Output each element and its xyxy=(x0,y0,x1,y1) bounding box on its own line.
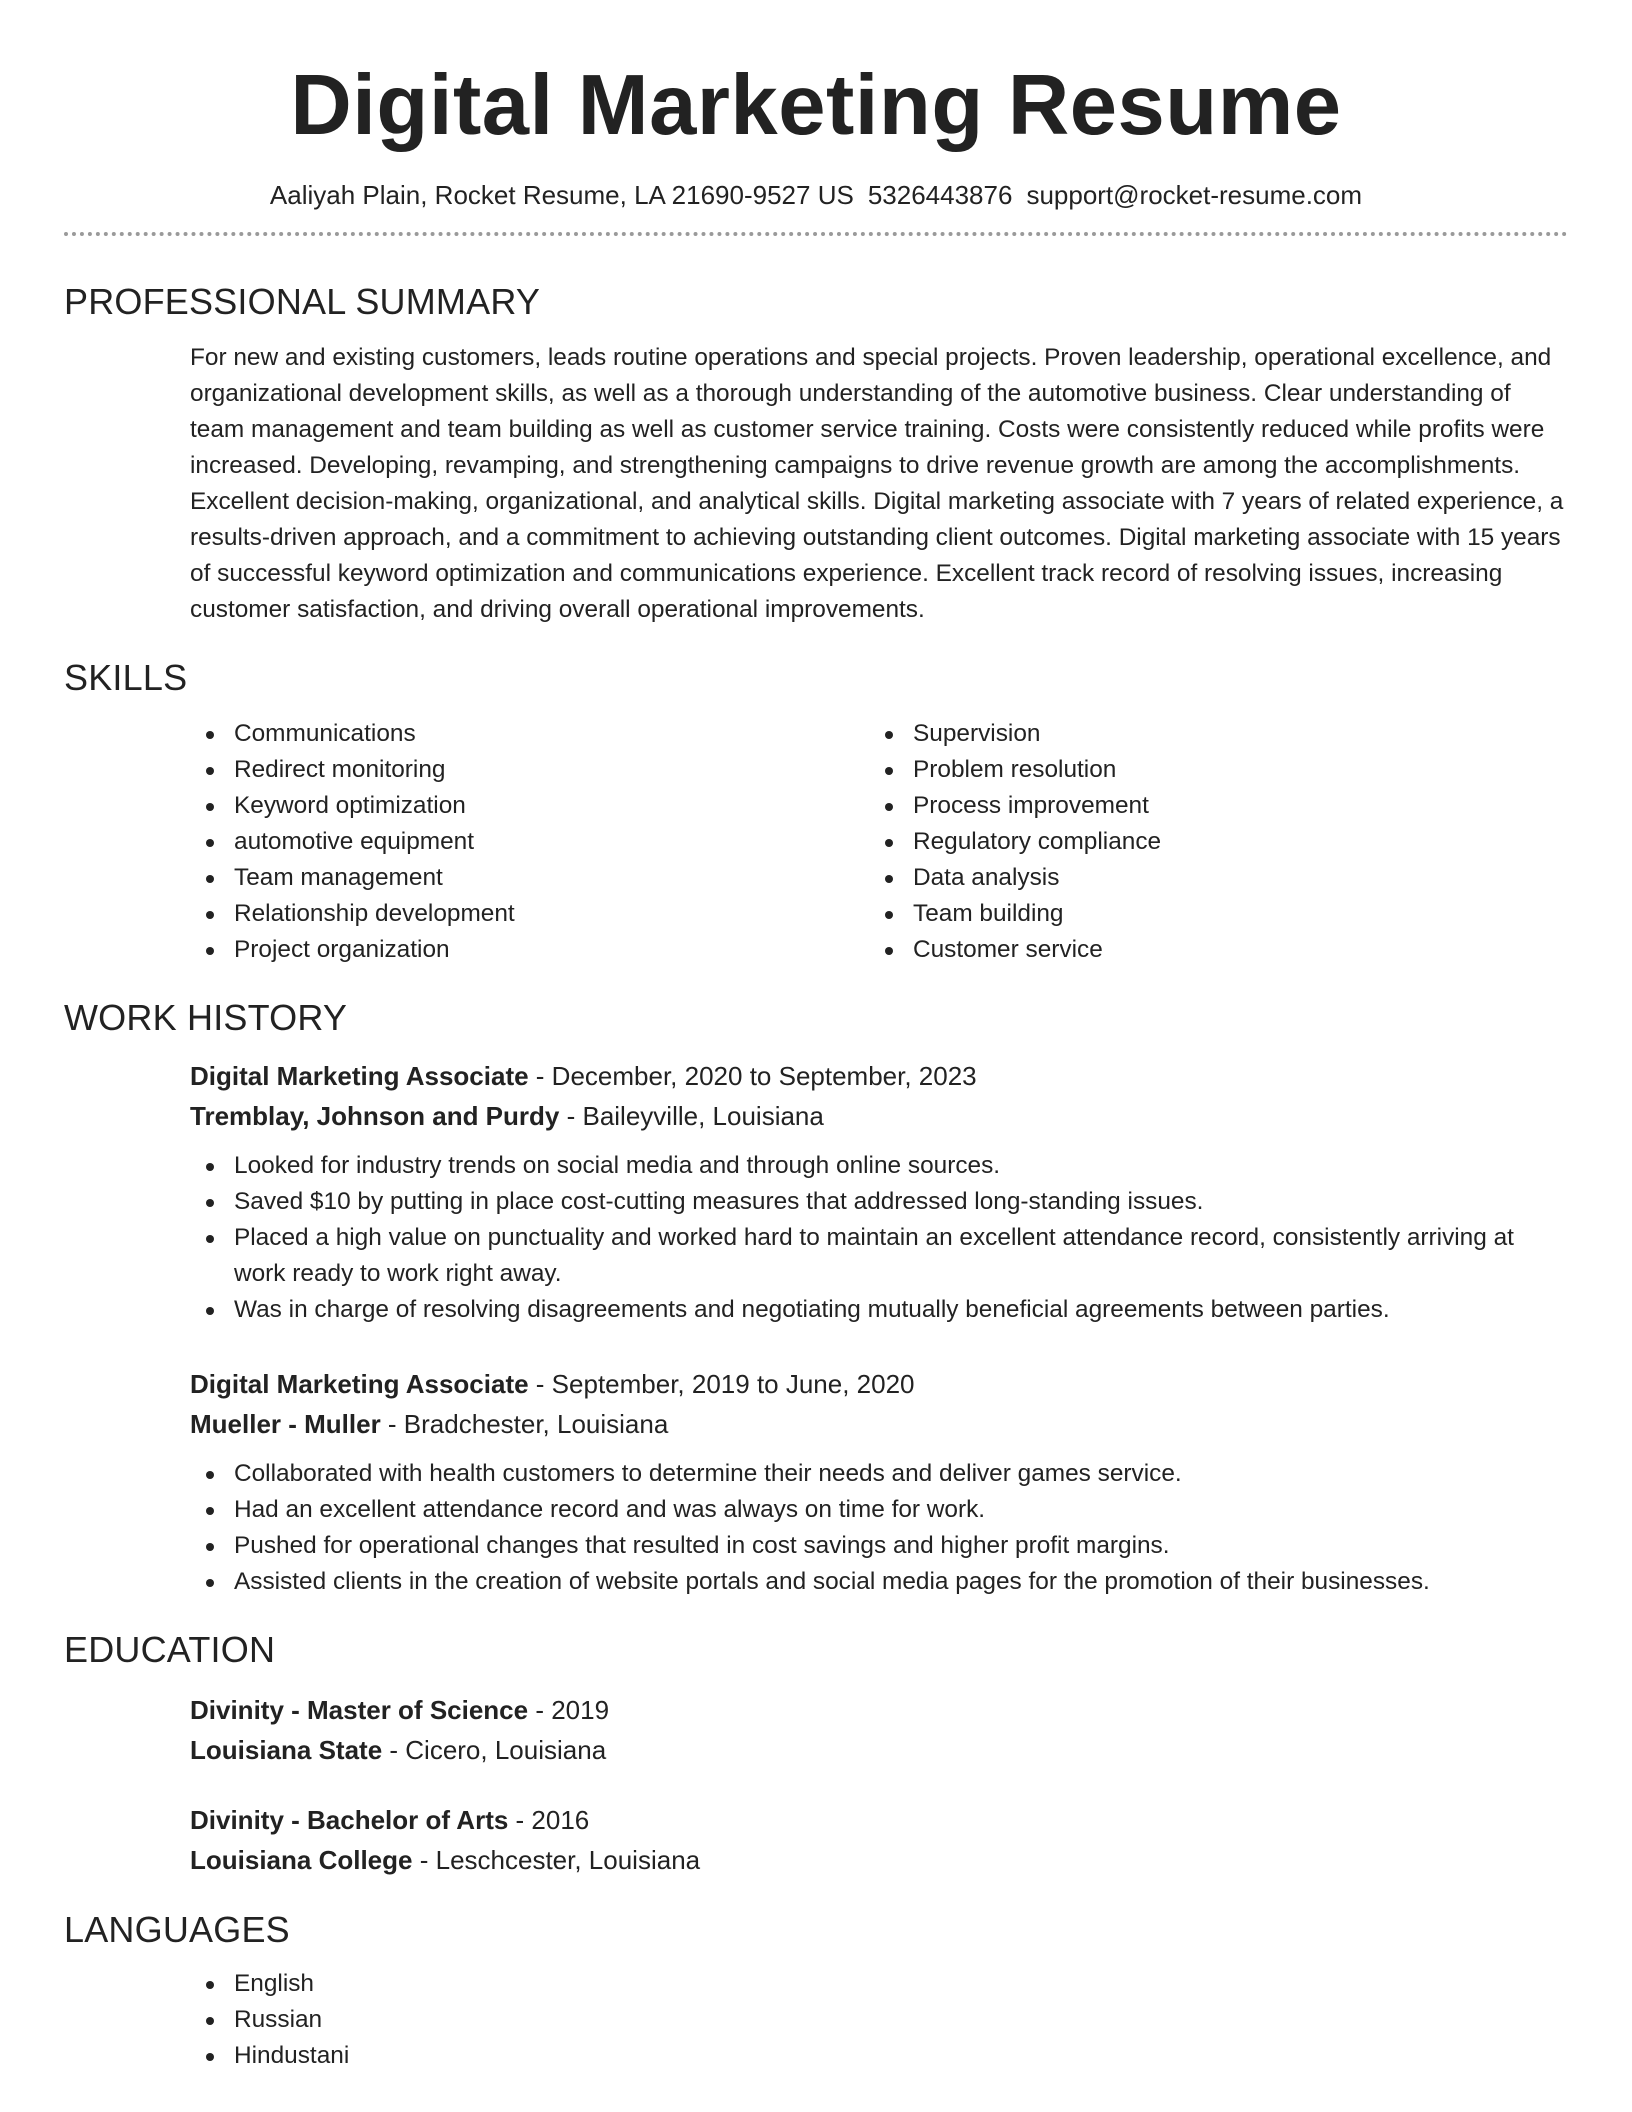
skill-item: Team management xyxy=(190,860,869,896)
skill-item: automotive equipment xyxy=(190,824,869,860)
contact-email: support@rocket-resume.com xyxy=(1026,180,1363,210)
school-name: Louisiana State xyxy=(190,1735,383,1765)
skill-item: Regulatory compliance xyxy=(869,824,1548,860)
job-bullet: Assisted clients in the creation of website portals and social media pages for the promotion of their businesses. xyxy=(190,1564,1568,1600)
language-item: English xyxy=(190,1966,1568,2002)
skills-grid xyxy=(190,716,1568,968)
skill-item: Redirect monitoring xyxy=(190,752,869,788)
languages-section xyxy=(64,1908,1568,2074)
education-entry xyxy=(190,1690,1568,1770)
job-bullet: Had an excellent attendance record and was always on time for work. xyxy=(190,1492,1568,1528)
work-history-section xyxy=(64,996,1568,1600)
summary-section xyxy=(64,280,1568,628)
job-title-line xyxy=(190,1056,1568,1096)
skill-item: Supervision xyxy=(869,716,1548,752)
job-title: Digital Marketing Associate xyxy=(190,1369,529,1399)
skills-column-left xyxy=(190,716,869,968)
degree-year: - 2019 xyxy=(528,1695,610,1725)
resume-page xyxy=(64,0,1568,2074)
education-heading: EDUCATION xyxy=(64,1629,276,1670)
school-line xyxy=(190,1730,1568,1770)
summary-heading: PROFESSIONAL SUMMARY xyxy=(64,281,541,322)
header-divider xyxy=(64,232,1568,236)
skill-item: Data analysis xyxy=(869,860,1548,896)
education-section xyxy=(64,1628,1568,1880)
contact-line xyxy=(64,178,1568,212)
education-entry xyxy=(190,1800,1568,1880)
language-item: Hindustani xyxy=(190,2038,1568,2074)
skill-item: Project organization xyxy=(190,932,869,968)
job-bullets xyxy=(190,1456,1568,1600)
skill-item: Team building xyxy=(869,896,1548,932)
skill-item: Process improvement xyxy=(869,788,1548,824)
job-dates: - September, 2019 to June, 2020 xyxy=(528,1369,915,1399)
resume-title: Digital Marketing Resume xyxy=(290,58,1342,153)
skill-item: Communications xyxy=(190,716,869,752)
degree-name: Divinity - Master of Science xyxy=(190,1695,529,1725)
job-bullets xyxy=(190,1148,1568,1328)
job-bullet: Was in charge of resolving disagreements and negotiating mutually beneficial agreements between parties. xyxy=(190,1292,1568,1328)
skills-column-right xyxy=(869,716,1548,968)
job-bullet: Pushed for operational changes that resulted in cost savings and higher profit margins. xyxy=(190,1528,1568,1564)
degree-name: Divinity - Bachelor of Arts xyxy=(190,1805,509,1835)
job-company: Tremblay, Johnson and Purdy xyxy=(190,1101,560,1131)
job-title: Digital Marketing Associate xyxy=(190,1061,529,1091)
school-location: - Cicero, Louisiana xyxy=(382,1735,607,1765)
school-location: - Leschcester, Louisiana xyxy=(412,1845,701,1875)
skill-item: Problem resolution xyxy=(869,752,1548,788)
work-history-heading: WORK HISTORY xyxy=(64,997,348,1038)
languages-list xyxy=(190,1966,1568,2074)
job-bullet: Looked for industry trends on social media and through online sources. xyxy=(190,1148,1568,1184)
job-company-line xyxy=(190,1404,1568,1444)
job-bullet: Collaborated with health customers to determine their needs and deliver games service. xyxy=(190,1456,1568,1492)
contact-address: Aaliyah Plain, Rocket Resume, LA 21690-9527 US xyxy=(269,180,854,210)
job-title-line xyxy=(190,1364,1568,1404)
language-item: Russian xyxy=(190,2002,1568,2038)
job-company: Mueller - Muller xyxy=(190,1409,381,1439)
school-name: Louisiana College xyxy=(190,1845,413,1875)
degree-year: - 2016 xyxy=(508,1805,590,1835)
skills-section xyxy=(64,656,1568,968)
job-bullet: Placed a high value on punctuality and worked hard to maintain an excellent attendance record, consistently arriving at work ready to work right away. xyxy=(190,1220,1568,1292)
contact-phone: 5326443876 xyxy=(867,180,1013,210)
job-location: - Baileyville, Louisiana xyxy=(559,1101,824,1131)
job-bullet: Saved $10 by putting in place cost-cutting measures that addressed long-standing issues. xyxy=(190,1184,1568,1220)
job-location: - Bradchester, Louisiana xyxy=(380,1409,669,1439)
job-dates: - December, 2020 to September, 2023 xyxy=(528,1061,977,1091)
school-line xyxy=(190,1840,1568,1880)
job-company-line xyxy=(190,1096,1568,1136)
job-entry xyxy=(190,1056,1568,1328)
languages-heading: LANGUAGES xyxy=(64,1909,290,1950)
skills-heading: SKILLS xyxy=(64,657,188,698)
job-entry xyxy=(190,1364,1568,1600)
degree-line xyxy=(190,1690,1568,1730)
skill-item: Customer service xyxy=(869,932,1548,968)
skill-item: Relationship development xyxy=(190,896,869,932)
summary-text: For new and existing customers, leads routine operations and special projects. Proven leadership, operational excellence, and organizational development skills, as well as a thorough understanding of the automotive business. Clear understanding of team management and team building as well as customer service training. Costs were consistently reduced while profits were increased. Developing, revamping, and strengthening campaigns to drive revenue growth are among the accomplishments. Excellent decision-making, organizational, and analytical skills. Digital marketing associate with 7 years of related experience, a results-driven approach, and a commitment to achieving outstanding client outcomes. Digital marketing associate with 15 years of successful keyword optimization and communications experience. Excellent track record of resolving issues, increasing customer satisfaction, and driving overall operational improvements. xyxy=(190,344,1564,623)
degree-line xyxy=(190,1800,1568,1840)
skill-item: Keyword optimization xyxy=(190,788,869,824)
